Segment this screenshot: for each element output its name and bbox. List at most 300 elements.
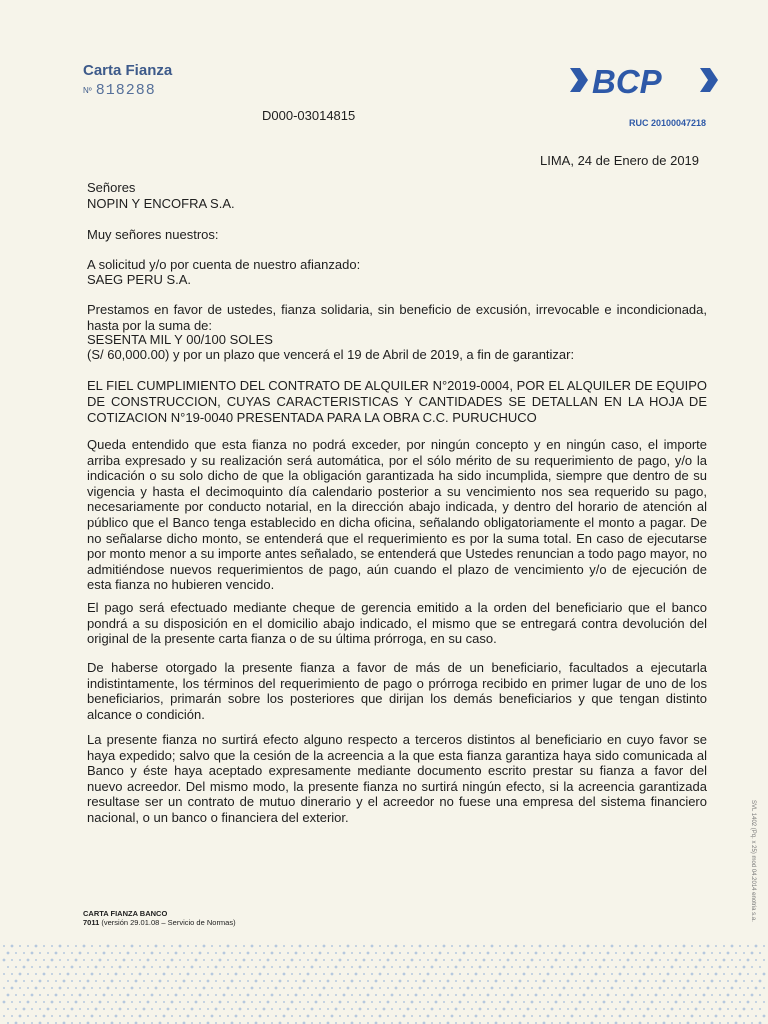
security-dot (755, 987, 758, 990)
security-dot (83, 945, 86, 948)
security-dot (295, 1008, 297, 1010)
security-dot (575, 966, 578, 969)
security-dot (655, 980, 657, 982)
security-dot (487, 952, 490, 955)
security-dot (231, 980, 234, 983)
security-dot (67, 987, 69, 989)
security-dot (555, 959, 558, 962)
security-dot (759, 980, 762, 983)
security-dot (399, 994, 401, 996)
security-dot (407, 1008, 410, 1011)
security-dot (519, 1008, 521, 1010)
security-dot (175, 966, 177, 968)
security-dot (471, 980, 474, 983)
security-dot (463, 966, 465, 968)
security-dot (539, 959, 541, 961)
security-dot (563, 945, 566, 948)
security-dot (271, 966, 273, 968)
security-dot (267, 945, 269, 947)
security-dot (711, 994, 713, 996)
security-dot (743, 994, 745, 996)
security-dot (587, 973, 589, 975)
security-dot (403, 1001, 405, 1003)
security-dot (647, 966, 650, 969)
security-dot (259, 945, 261, 947)
security-dot (663, 966, 665, 968)
security-dot (755, 1015, 757, 1017)
security-dot (683, 1001, 685, 1003)
security-dot (567, 966, 569, 968)
security-dot (671, 980, 673, 982)
security-dot (223, 952, 226, 955)
security-dot (683, 973, 685, 975)
security-dot (323, 973, 325, 975)
security-dot (263, 952, 265, 954)
security-dot (599, 966, 602, 969)
security-dot (107, 1001, 109, 1003)
security-dot (483, 945, 485, 947)
security-dot (251, 973, 253, 975)
security-dot (495, 980, 498, 983)
security-dot (503, 966, 506, 969)
security-dot (643, 973, 646, 976)
security-dot (575, 952, 577, 954)
security-dot (475, 1001, 477, 1003)
security-dot (143, 980, 145, 982)
security-dot (299, 959, 301, 961)
security-dot (359, 980, 361, 982)
security-dot (647, 994, 649, 996)
security-dot (587, 1015, 589, 1017)
security-dot (359, 952, 361, 954)
security-dot (179, 1015, 181, 1017)
security-dot (579, 1015, 581, 1017)
side-print-code: SVL 1402 (Pq. x 25) mod 04.2014 enotria s.a. (750, 800, 756, 922)
security-dot (275, 959, 277, 961)
security-dot (131, 1015, 133, 1017)
security-dot (275, 987, 278, 990)
security-dot (35, 987, 38, 990)
security-dot (335, 1008, 338, 1011)
security-dot (731, 973, 733, 975)
security-dot (647, 1008, 650, 1011)
security-dot (431, 994, 433, 996)
security-dot (291, 1001, 294, 1004)
security-dot (611, 945, 614, 948)
security-dot (451, 973, 454, 976)
security-dot (143, 952, 145, 954)
security-dot (167, 952, 169, 954)
security-dot (623, 994, 625, 996)
security-dot (219, 1001, 222, 1004)
security-dot (343, 994, 346, 997)
security-dot (527, 966, 530, 969)
security-dot (379, 987, 381, 989)
security-dot (159, 966, 161, 968)
security-dot (371, 1001, 373, 1003)
security-dot (159, 1008, 161, 1010)
security-dot (367, 994, 370, 997)
security-dot (263, 1008, 266, 1011)
security-dot (747, 959, 750, 962)
security-dot (47, 1008, 50, 1011)
security-dot (571, 1015, 574, 1018)
security-dot (627, 1001, 630, 1004)
security-dot (351, 994, 353, 996)
security-dot (431, 1008, 434, 1011)
security-dot (623, 952, 625, 954)
security-dot (391, 1008, 393, 1010)
security-dot (499, 987, 501, 989)
security-dot (327, 966, 329, 968)
security-dot (503, 1008, 506, 1011)
security-dot (483, 1001, 486, 1004)
security-dot (479, 966, 482, 969)
security-dot (279, 994, 281, 996)
security-dot (683, 959, 685, 961)
security-dot (395, 945, 398, 948)
security-dot (551, 994, 553, 996)
security-dot (151, 1008, 153, 1010)
security-dot (243, 959, 246, 962)
security-dot (307, 987, 309, 989)
security-dot (303, 952, 305, 954)
security-dot (335, 980, 337, 982)
security-dot (63, 994, 65, 996)
security-dot (743, 952, 745, 954)
security-dot (167, 980, 169, 982)
security-dot (187, 1015, 190, 1018)
security-dot (71, 980, 73, 982)
security-dot (271, 980, 273, 982)
security-dot (439, 994, 442, 997)
security-dot (255, 980, 258, 983)
security-dot (391, 980, 393, 982)
security-dot (559, 966, 561, 968)
security-dot (511, 952, 514, 955)
security-dot (603, 1001, 606, 1004)
security-dot (491, 945, 494, 948)
security-dot (671, 994, 673, 996)
security-dot (447, 980, 450, 983)
security-dot (687, 966, 689, 968)
security-dot (527, 980, 529, 982)
security-dot (163, 959, 165, 961)
security-dot (287, 1008, 290, 1011)
security-dot (563, 987, 566, 990)
security-dot (659, 973, 661, 975)
security-dot (143, 1008, 146, 1011)
security-dot (155, 987, 158, 990)
security-dot (139, 959, 141, 961)
security-dot (275, 1001, 277, 1003)
security-dot (639, 1008, 641, 1010)
security-dot (187, 945, 189, 947)
security-dot (479, 952, 481, 954)
security-dot (675, 1001, 678, 1004)
security-dot (739, 945, 741, 947)
security-dot (199, 966, 201, 968)
security-dot (663, 952, 665, 954)
security-dot (403, 987, 405, 989)
security-dot (651, 959, 654, 962)
security-dot (19, 1015, 22, 1018)
security-dot (123, 959, 126, 962)
security-dot (131, 973, 133, 975)
security-dot (719, 994, 721, 996)
security-dot (347, 945, 350, 948)
security-dot (139, 1001, 141, 1003)
security-dot (755, 1001, 757, 1003)
security-dot (707, 959, 709, 961)
security-dot (195, 945, 197, 947)
security-dot (335, 952, 337, 954)
security-dot (303, 994, 305, 996)
security-dot (203, 959, 205, 961)
security-dot (191, 952, 193, 954)
security-dot (631, 994, 634, 997)
security-dot (27, 973, 29, 975)
security-dot (407, 994, 409, 996)
security-dot (115, 987, 117, 989)
security-dot (683, 1015, 685, 1017)
security-dot (203, 973, 205, 975)
security-dot (435, 973, 437, 975)
security-dot (167, 966, 170, 969)
security-dot (631, 980, 633, 982)
security-dot (607, 1008, 609, 1010)
date-line: LIMA, 24 de Enero de 2019 (540, 153, 700, 168)
security-dot (235, 973, 238, 976)
security-dot (295, 994, 298, 997)
security-dot (519, 952, 521, 954)
security-dot (487, 980, 489, 982)
security-dot (759, 1008, 761, 1010)
security-dot (599, 994, 601, 996)
security-dot (95, 1008, 98, 1011)
security-dot (347, 959, 349, 961)
security-dot (223, 966, 225, 968)
bcp-logo (568, 60, 718, 100)
security-dot (219, 1015, 221, 1017)
security-dot (391, 966, 393, 968)
security-dot (311, 980, 313, 982)
security-dot (119, 966, 122, 969)
security-dot (419, 959, 421, 961)
security-dot (371, 959, 373, 961)
security-dot (187, 959, 189, 961)
security-dot (739, 1001, 741, 1003)
security-dot (479, 994, 481, 996)
security-dot (323, 987, 326, 990)
security-dot (339, 987, 341, 989)
security-dot (235, 959, 237, 961)
security-dot (691, 959, 693, 961)
security-dot (555, 987, 557, 989)
security-dot (83, 959, 85, 961)
security-dot (623, 1008, 626, 1011)
security-dot (123, 987, 125, 989)
security-dot (587, 1001, 589, 1003)
security-dot (435, 945, 437, 947)
security-dot (19, 987, 21, 989)
security-dot (347, 987, 350, 990)
security-dot (699, 987, 701, 989)
security-dot (687, 1008, 689, 1010)
security-dot (135, 980, 138, 983)
security-dot (691, 1001, 693, 1003)
security-dot (35, 945, 38, 948)
security-dot (707, 987, 710, 990)
security-dot (555, 973, 557, 975)
security-dot (755, 945, 758, 948)
security-dot (515, 987, 518, 990)
security-dot-pattern (0, 940, 768, 1024)
security-dot (287, 994, 289, 996)
security-dot (359, 994, 361, 996)
security-dot (203, 1001, 205, 1003)
security-dot (171, 987, 173, 989)
salutation: Muy señores nuestros: (87, 227, 219, 242)
security-dot (763, 1001, 765, 1003)
security-dot (443, 987, 446, 990)
security-dot (387, 959, 390, 962)
security-dot (247, 966, 249, 968)
security-dot (59, 973, 61, 975)
security-dot (111, 980, 114, 983)
security-dot (499, 1015, 502, 1018)
security-dot (567, 994, 569, 996)
security-dot (307, 959, 309, 961)
security-dot (735, 952, 737, 954)
security-dot (695, 966, 698, 969)
security-dot (223, 994, 226, 997)
security-dot (339, 1015, 341, 1017)
security-dot (63, 952, 65, 954)
security-dot (351, 952, 353, 954)
security-dot (619, 1001, 621, 1003)
security-dot (191, 994, 193, 996)
security-dot (315, 959, 318, 962)
security-dot (467, 1001, 469, 1003)
security-dot (87, 994, 89, 996)
security-dot (543, 994, 545, 996)
security-dot (171, 973, 173, 975)
security-dot (547, 987, 549, 989)
security-dot (375, 966, 377, 968)
security-dot (307, 973, 310, 976)
security-dot (627, 945, 629, 947)
security-dot (723, 987, 725, 989)
security-dot (547, 1001, 549, 1003)
security-dot (147, 945, 149, 947)
security-dot (283, 987, 285, 989)
security-dot (475, 1015, 478, 1018)
security-dot (443, 1001, 445, 1003)
security-dot (15, 952, 17, 954)
security-dot (27, 987, 29, 989)
security-dot (731, 1015, 733, 1017)
security-dot (675, 973, 677, 975)
security-dot (203, 1015, 205, 1017)
security-dot (251, 987, 254, 990)
security-dot (343, 952, 346, 955)
security-dot (27, 959, 30, 962)
security-dot (555, 1015, 557, 1017)
security-dot (279, 1008, 281, 1010)
security-dot (663, 994, 665, 996)
security-dot (739, 959, 741, 961)
security-dot (479, 980, 481, 982)
security-dot (567, 952, 569, 954)
security-dot (723, 945, 725, 947)
security-dot (495, 1008, 497, 1010)
security-dot (147, 1001, 150, 1004)
security-dot (619, 945, 621, 947)
security-dot (207, 1008, 209, 1010)
security-dot (671, 966, 674, 969)
security-dot (559, 980, 561, 982)
security-dot (515, 959, 517, 961)
security-dot (471, 966, 473, 968)
security-dot (303, 1008, 305, 1010)
security-dot (635, 945, 638, 948)
security-dot (667, 987, 669, 989)
security-dot (55, 952, 58, 955)
security-dot (503, 952, 505, 954)
security-dot (427, 1001, 429, 1003)
security-dot (551, 952, 553, 954)
security-dot (55, 980, 57, 982)
security-dot (383, 952, 385, 954)
security-dot (699, 1015, 701, 1017)
security-dot (467, 945, 470, 948)
security-dot (199, 952, 202, 955)
security-dot (583, 980, 585, 982)
security-dot (731, 987, 734, 990)
security-dot (491, 1015, 493, 1017)
security-dot (319, 1008, 321, 1010)
security-dot (195, 1001, 198, 1004)
security-dot (431, 952, 433, 954)
security-dot (67, 973, 70, 976)
security-dot (283, 945, 285, 947)
security-dot (243, 1015, 245, 1017)
security-dot (183, 1008, 185, 1010)
security-dot (535, 980, 537, 982)
security-dot (27, 1015, 29, 1017)
security-dot (139, 973, 142, 976)
security-dot (219, 973, 221, 975)
security-dot (299, 1001, 301, 1003)
security-dot (571, 987, 573, 989)
security-dot (707, 945, 710, 948)
security-dot (3, 987, 5, 989)
security-dot (731, 959, 733, 961)
security-dot (583, 994, 586, 997)
security-dot (595, 945, 597, 947)
security-dot (451, 1001, 453, 1003)
security-dot (727, 1008, 729, 1010)
security-dot (39, 1008, 41, 1010)
security-dot (419, 973, 421, 975)
security-dot (267, 987, 269, 989)
security-dot (103, 994, 106, 997)
security-dot (315, 1001, 318, 1004)
security-dot (227, 1001, 229, 1003)
security-dot (387, 945, 389, 947)
security-dot (419, 987, 422, 990)
